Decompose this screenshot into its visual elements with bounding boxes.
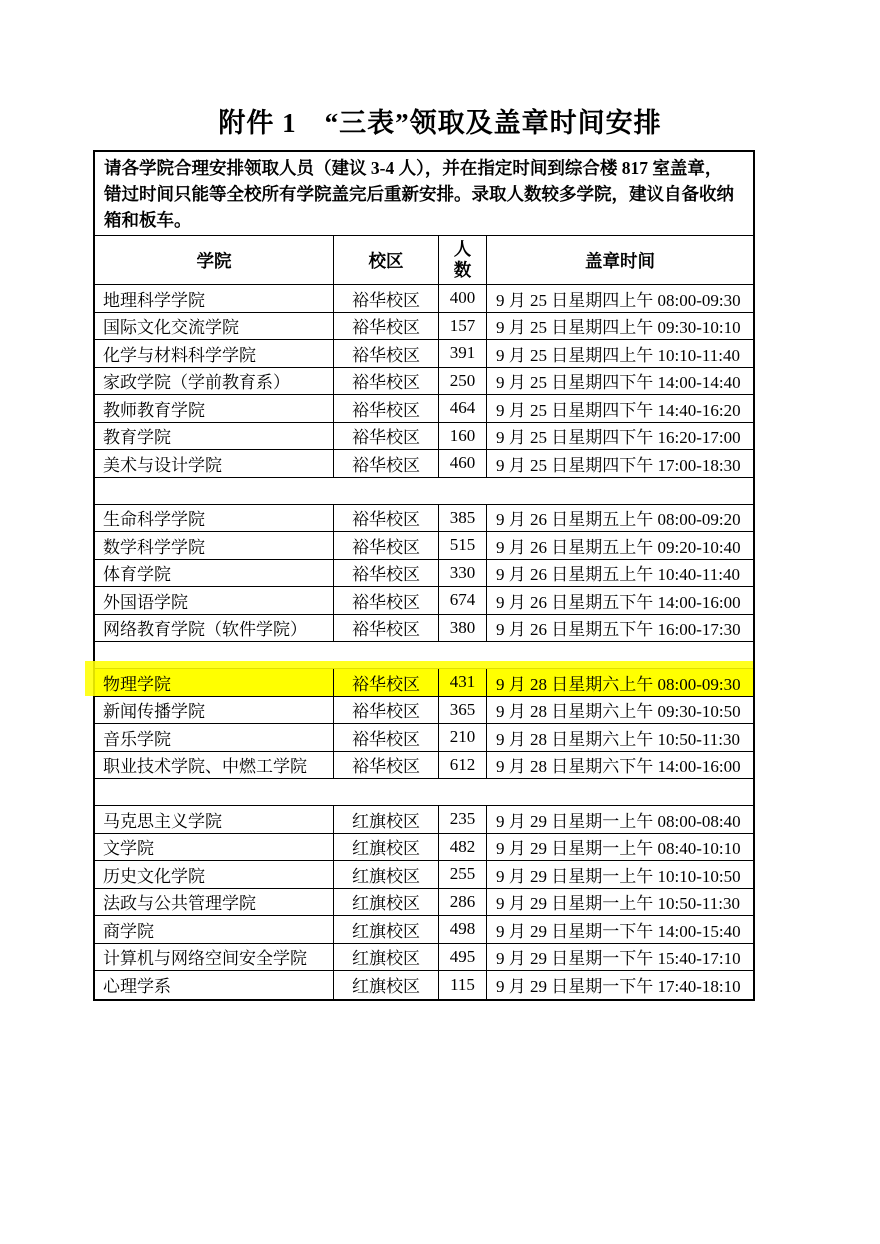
cell-count: 250 [439, 368, 487, 395]
cell-campus: 裕华校区 [334, 669, 439, 696]
table-row [95, 697, 753, 725]
cell-time: 9 月 28 日星期六上午 08:00-09:30 [487, 669, 753, 696]
cell-campus: 裕华校区 [334, 532, 439, 559]
cell-time: 9 月 26 日星期五下午 14:00-16:00 [496, 592, 741, 612]
cell-count: 498 [439, 916, 487, 943]
table-row [95, 615, 753, 643]
table-row [95, 285, 753, 313]
cell-college: 外国语学院 [95, 587, 334, 614]
cell-count: 235 [439, 806, 487, 833]
table-row [95, 313, 753, 341]
cell-time: 9 月 26 日星期五上午 09:20-10:40 [496, 537, 741, 557]
table-row [95, 752, 753, 780]
cell-count: 286 [439, 889, 487, 916]
cell-campus: 红旗校区 [334, 944, 439, 971]
cell-college: 文学院 [95, 834, 334, 861]
cell-college: 生命科学学院 [95, 505, 334, 532]
notice-line-3: 箱和板车。 [104, 210, 192, 230]
cell-campus: 裕华校区 [334, 368, 439, 395]
cell-time: 9 月 29 日星期一上午 10:50-11:30 [496, 894, 740, 914]
cell-count: 460 [439, 450, 487, 477]
header-cell-campus: 校区 [334, 236, 439, 284]
table-row [95, 916, 753, 944]
cell-time: 9 月 29 日星期一下午 15:40-17:10 [496, 949, 741, 969]
cell-campus: 裕华校区 [334, 313, 439, 340]
notice-box [95, 152, 753, 236]
cell-college: 新闻传播学院 [95, 697, 334, 724]
cell-time: 9 月 26 日星期五上午 10:40-11:40 [496, 565, 740, 585]
table-row [95, 423, 753, 451]
cell-college: 家政学院（学前教育系） [95, 368, 334, 395]
cell-college: 教师教育学院 [95, 395, 334, 422]
cell-count: 400 [439, 285, 487, 312]
cell-campus: 红旗校区 [334, 916, 439, 943]
cell-count: 495 [439, 944, 487, 971]
table-row [95, 724, 753, 752]
cell-count: 385 [439, 505, 487, 532]
table-row [95, 340, 753, 368]
cell-campus: 裕华校区 [334, 505, 439, 532]
table-row [95, 944, 753, 972]
cell-campus: 裕华校区 [334, 752, 439, 779]
table-row [95, 532, 753, 560]
cell-time: 9 月 26 日星期五上午 08:00-09:20 [496, 510, 741, 530]
table-body [95, 285, 753, 999]
cell-time: 9 月 25 日星期四上午 10:10-11:40 [496, 345, 740, 365]
cell-time: 9 月 29 日星期一上午 08:00-08:40 [496, 811, 741, 831]
cell-time: 9 月 25 日星期四下午 17:00-18:30 [496, 455, 741, 475]
cell-campus: 裕华校区 [334, 450, 439, 477]
cell-count: 210 [439, 724, 487, 751]
cell-college: 商学院 [95, 916, 334, 943]
page-title: 附件 1 “三表”领取及盖章时间安排 [218, 108, 662, 138]
schedule-sheet [93, 150, 755, 1001]
cell-count: 464 [439, 395, 487, 422]
cell-time: 9 月 25 日星期四上午 08:00-09:30 [496, 290, 741, 310]
table-header-row [95, 236, 753, 285]
spacer-row [95, 642, 753, 669]
cell-count: 330 [439, 560, 487, 587]
table-row [95, 861, 753, 889]
table-row [95, 450, 753, 478]
cell-time: 9 月 28 日星期六下午 14:00-16:00 [496, 757, 741, 777]
cell-time: 9 月 25 日星期四上午 09:30-10:10 [496, 318, 741, 338]
cell-count: 431 [439, 669, 487, 696]
cell-count: 115 [439, 971, 487, 999]
cell-count: 160 [439, 423, 487, 450]
cell-campus: 裕华校区 [334, 423, 439, 450]
cell-college: 马克思主义学院 [95, 806, 334, 833]
table-row [95, 395, 753, 423]
table-row [95, 560, 753, 588]
cell-campus: 红旗校区 [334, 889, 439, 916]
cell-campus: 裕华校区 [334, 395, 439, 422]
cell-time: 9 月 28 日星期六上午 10:50-11:30 [496, 729, 740, 749]
cell-time: 9 月 26 日星期五下午 16:00-17:30 [496, 620, 741, 640]
cell-count: 612 [439, 752, 487, 779]
spacer-row [95, 478, 753, 505]
header-cell-time: 盖章时间 [585, 250, 655, 271]
cell-college: 国际文化交流学院 [95, 313, 334, 340]
table-row [95, 834, 753, 862]
cell-time: 9 月 29 日星期一下午 14:00-15:40 [496, 921, 741, 941]
cell-college: 化学与材料科学学院 [95, 340, 334, 367]
cell-campus: 红旗校区 [334, 861, 439, 888]
cell-campus: 裕华校区 [334, 697, 439, 724]
cell-college: 历史文化学院 [95, 861, 334, 888]
cell-campus: 裕华校区 [334, 724, 439, 751]
cell-campus: 裕华校区 [334, 615, 439, 642]
cell-college: 音乐学院 [95, 724, 334, 751]
cell-campus: 红旗校区 [334, 806, 439, 833]
cell-college: 法政与公共管理学院 [95, 889, 334, 916]
table-row [95, 505, 753, 533]
cell-time: 9 月 25 日星期四下午 14:00-14:40 [496, 373, 741, 393]
cell-college: 网络教育学院（软件学院） [95, 615, 334, 642]
cell-college: 职业技术学院、中燃工学院 [95, 752, 334, 779]
cell-count: 515 [439, 532, 487, 559]
notice-line-2: 错过时间只能等全校所有学院盖完后重新安排。录取人数较多学院，建议自备收纳 [104, 184, 734, 204]
cell-campus: 红旗校区 [334, 971, 439, 999]
table-row [95, 806, 753, 834]
cell-college: 美术与设计学院 [95, 450, 334, 477]
cell-count: 674 [439, 587, 487, 614]
cell-count: 391 [439, 340, 487, 367]
cell-time: 9 月 28 日星期六上午 09:30-10:50 [496, 702, 741, 722]
cell-count: 482 [439, 834, 487, 861]
cell-count: 157 [439, 313, 487, 340]
cell-count: 365 [439, 697, 487, 724]
cell-college: 地理科学学院 [95, 285, 334, 312]
table-row-highlighted [95, 669, 753, 697]
cell-college: 数学科学学院 [95, 532, 334, 559]
cell-time: 9 月 25 日星期四下午 14:40-16:20 [496, 400, 741, 420]
cell-college: 计算机与网络空间安全学院 [95, 944, 334, 971]
cell-college: 心理学系 [95, 971, 334, 999]
table-row [95, 368, 753, 396]
cell-college: 体育学院 [95, 560, 334, 587]
notice-line-1: 请各学院合理安排领取人员（建议 3-4 人），并在指定时间到综合楼 817 室盖章， [104, 158, 723, 178]
cell-campus: 裕华校区 [334, 285, 439, 312]
cell-campus: 红旗校区 [334, 834, 439, 861]
cell-time: 9 月 29 日星期一下午 17:40-18:10 [496, 977, 741, 997]
cell-college: 教育学院 [95, 423, 334, 450]
cell-campus: 裕华校区 [334, 587, 439, 614]
table-row [95, 971, 753, 999]
cell-time: 9 月 29 日星期一上午 08:40-10:10 [496, 839, 741, 859]
table-row [95, 889, 753, 917]
cell-campus: 裕华校区 [334, 340, 439, 367]
table-row [95, 587, 753, 615]
cell-count: 255 [439, 861, 487, 888]
header-cell-college: 学院 [95, 236, 334, 284]
cell-count: 380 [439, 615, 487, 642]
cell-college: 物理学院 [95, 669, 334, 696]
header-cell-count: 人数 [439, 236, 487, 284]
cell-campus: 裕华校区 [334, 560, 439, 587]
cell-time: 9 月 29 日星期一上午 10:10-10:50 [496, 866, 741, 886]
spacer-row [95, 779, 753, 806]
cell-time: 9 月 25 日星期四下午 16:20-17:00 [496, 428, 741, 448]
